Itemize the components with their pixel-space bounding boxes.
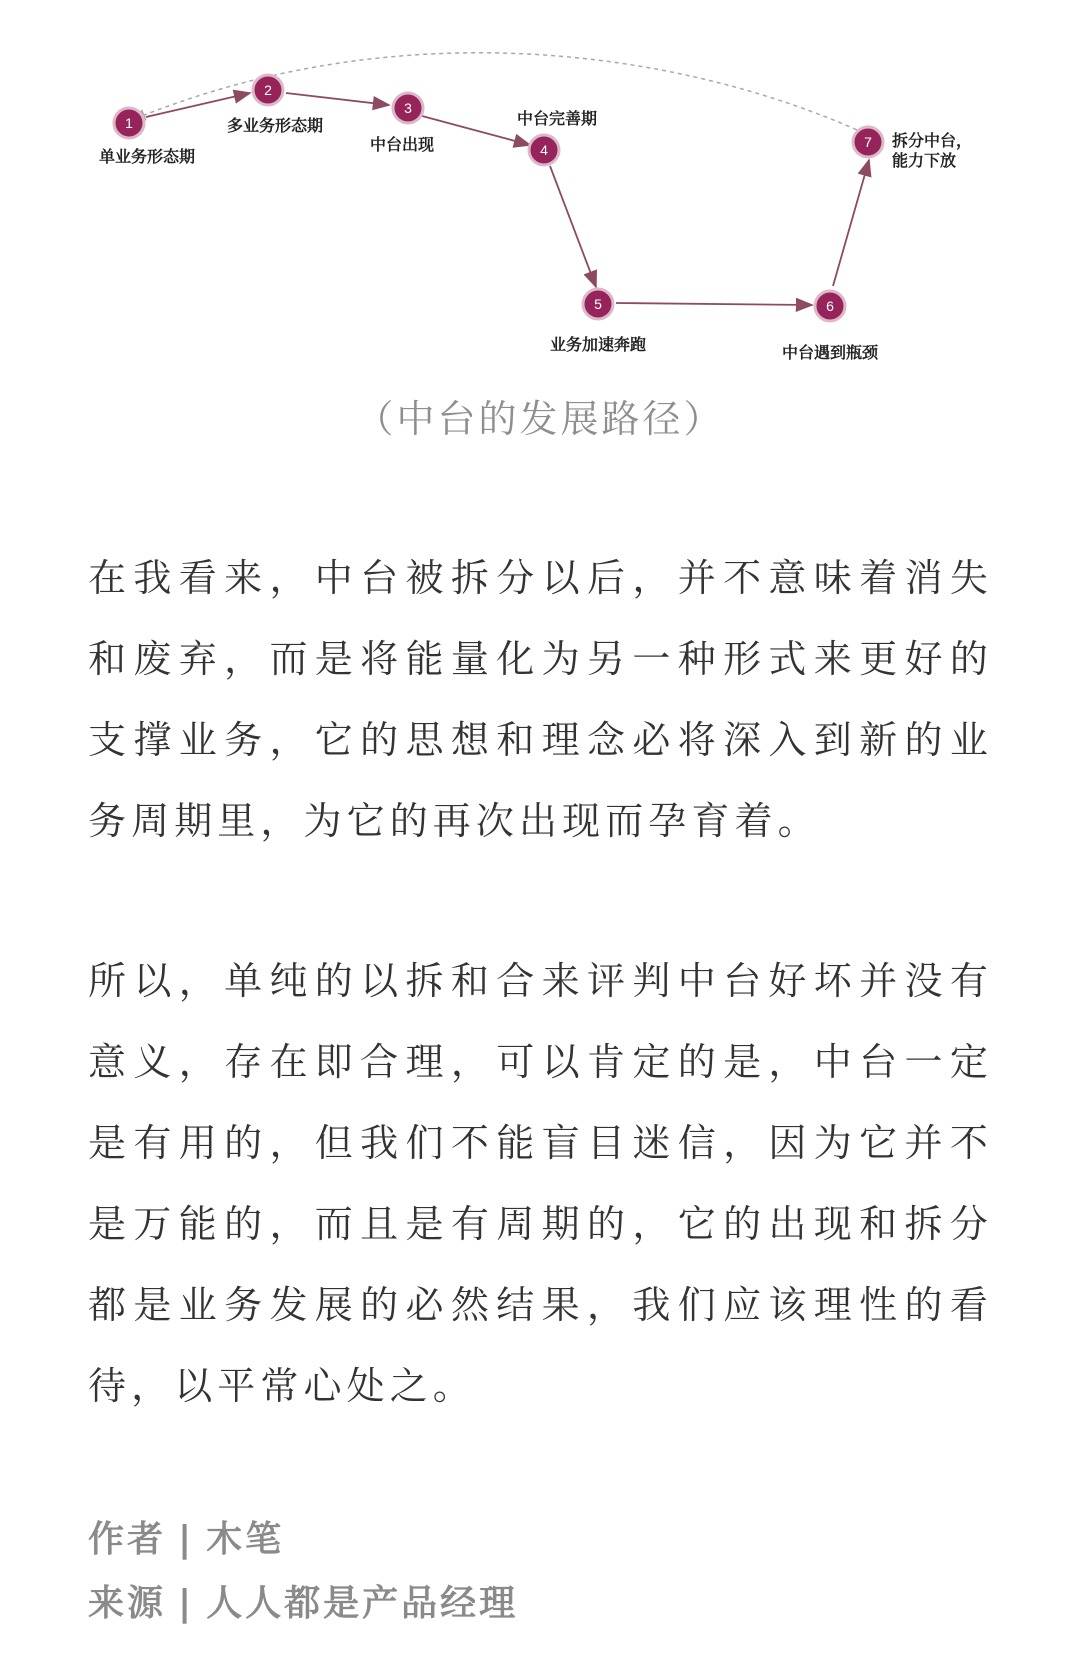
svg-text:6: 6 bbox=[826, 298, 834, 314]
node-6-label: 中台遇到瓶颈 bbox=[781, 343, 879, 362]
paragraph-2: 所以，单纯的以拆和合来评判中台好坏并没有意义，存在即合理，可以肯定的是，中台一定是有用的，但我们不能盲目迷信，因为它并不是万能的，而且是有周期的，它的出现和拆分都是业务发展的必然结果，我们应该理性的看待，以平常心处之。 bbox=[88, 959, 993, 1408]
credits bbox=[88, 1508, 518, 1636]
svg-text:1: 1 bbox=[125, 115, 133, 131]
node-3 bbox=[370, 93, 434, 154]
edge-5-6 bbox=[616, 303, 812, 305]
node-7-label-line1: 拆分中台， bbox=[892, 131, 973, 150]
edge-6-7 bbox=[833, 160, 869, 286]
svg-text:7: 7 bbox=[864, 134, 872, 150]
node-4 bbox=[517, 109, 597, 165]
figure-caption: （中台的发展路径） bbox=[355, 397, 725, 441]
node-2 bbox=[227, 75, 323, 135]
author-name: 木笔 bbox=[206, 1519, 285, 1560]
source-line bbox=[88, 1572, 518, 1636]
node-1-label: 单业务形态期 bbox=[98, 147, 196, 166]
node-6 bbox=[782, 291, 879, 362]
node-4-label: 中台完善期 bbox=[516, 109, 598, 128]
edge-2-3 bbox=[286, 93, 389, 105]
development-path-diagram bbox=[0, 0, 1080, 380]
edge-4-5 bbox=[550, 166, 596, 287]
node-7-label-line2: 能力下放 bbox=[892, 151, 957, 170]
source-label: 来源 bbox=[88, 1583, 167, 1624]
diagram-svg bbox=[0, 0, 1080, 380]
paragraph-1: 在我看来，中台被拆分以后，并不意味着消失和废弃，而是将能量化为另一种形式来更好的支撑业务，它的思想和理念必将深入到新的业务周期里，为它的再次出现而孕育着。 bbox=[88, 556, 993, 843]
node-3-label: 中台出现 bbox=[369, 135, 435, 154]
source-separator: | bbox=[178, 1583, 195, 1624]
svg-text:2: 2 bbox=[264, 82, 272, 98]
svg-text:5: 5 bbox=[594, 296, 602, 312]
svg-text:3: 3 bbox=[404, 100, 412, 116]
edge-3-4 bbox=[422, 116, 530, 145]
svg-text:4: 4 bbox=[540, 142, 548, 158]
article-body bbox=[88, 538, 993, 1427]
source-name: 人人都是产品经理 bbox=[206, 1583, 519, 1624]
author-separator: | bbox=[178, 1519, 195, 1560]
node-2-label: 多业务形态期 bbox=[226, 116, 324, 135]
node-5-label: 业务加速奔跑 bbox=[549, 335, 647, 354]
node-7 bbox=[853, 127, 972, 170]
author-label: 作者 bbox=[88, 1519, 167, 1560]
author-line bbox=[88, 1508, 518, 1572]
node-5 bbox=[550, 289, 646, 354]
